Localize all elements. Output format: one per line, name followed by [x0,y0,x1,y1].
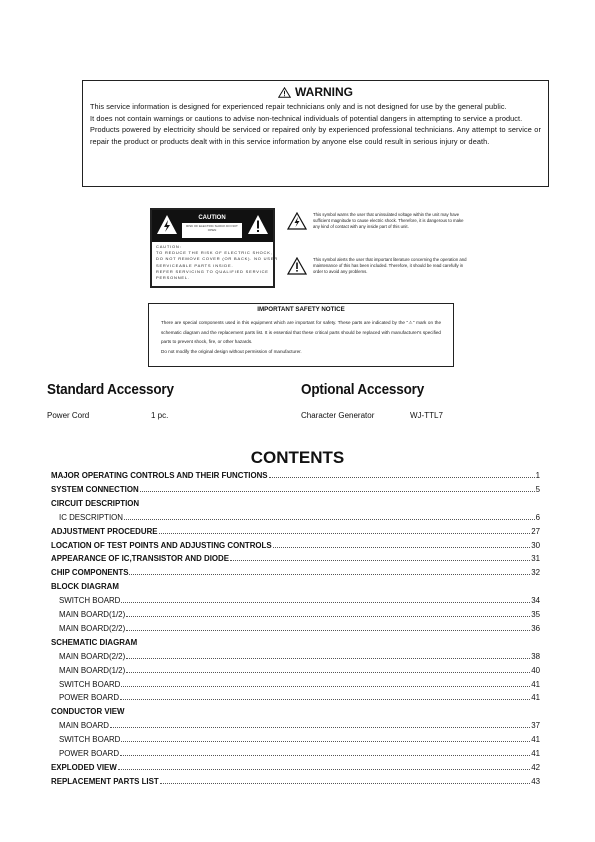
toc-leader-dots [126,629,530,631]
toc-entry-label: MAIN BOARD(2/2) [59,623,126,633]
caution-label-box [182,214,242,238]
warning-triangle-icon [278,87,291,98]
toc-entry-label: POWER BOARD [59,749,120,758]
standard-accessory-heading: Standard Accessory [47,381,174,398]
toc-entry-page: 31 [531,554,540,564]
toc-leader-dots [124,518,535,520]
warning-paragraph: Products powered by electricity should be serviced or repaired only by experienced professional technicians. Any attempt to service or repair the product or products dealt with in this service information by anyone else could result in serious injury or death. [90,125,541,146]
toc-entry-label: CHIP COMPONENTS [51,568,129,578]
toc-entry-page: 38 [531,651,540,661]
exclamation-symbol-text: This symbol alerts the user that important literature concerning the operation and maintenance of this has been included. Therefore, it should be read carefully in order to avoid any problems. [313,257,467,275]
toc-leader-dots [159,532,531,534]
toc-leader-dots [126,657,530,659]
caution-text [156,244,278,281]
toc-entry-label: CONDUCTOR VIEW [51,707,125,717]
caution-subtitle: RISK OF ELECTRIC SHOCK DO NOT OPEN [186,224,238,232]
caution-header [152,210,273,242]
toc-entry-page: 34 [531,596,540,606]
toc-entry-page: 27 [531,526,540,536]
toc-entry-label: MAIN BOARD(1/2) [59,610,126,619]
toc-entry [51,746,540,758]
toc-entry-label: ADJUSTMENT PROCEDURE [51,526,158,536]
toc-entry-page: 41 [531,693,540,703]
warning-paragraph: It does not contain warnings or cautions to advise non-technical individuals of potential dangers in attempting to service a product. [90,113,523,123]
safety-notice-title: IMPORTANT SAFETY NOTICE [252,306,349,313]
warning-title: WARNING [295,85,353,99]
exclamation-triangle-icon [287,257,307,275]
caution-line: PERSONNEL. [156,275,190,281]
toc-entry [51,482,540,494]
toc-entry-page: 40 [531,665,540,675]
caution-label [150,208,278,288]
toc-leader-dots [273,546,531,548]
lightning-symbol-note [287,212,468,231]
toc-entry-page: 30 [531,540,540,550]
standard-accessory-qty: 1 pc. [151,411,169,420]
toc-leader-dots [129,573,530,575]
warning-paragraph: This service information is designed for experienced repair technicians only and is not designed for use by the general public. [90,102,507,111]
safety-notice-text: Do not modify the original design without permission of manufacturer. [161,348,302,354]
toc-entry-page: 1 [535,471,540,480]
toc-entry [51,593,540,605]
toc-entry [51,649,540,661]
toc-entry-label: MAIN BOARD [59,721,109,731]
caution-line: SERVICEABLE PARTS INSIDE. [156,262,234,268]
toc-entry-page: 32 [531,568,540,578]
warning-heading [83,85,548,99]
toc-entry-label: SYSTEM CONNECTION [51,484,139,494]
caution-line: CAUTION: [156,244,182,249]
toc-entry-label: LOCATION OF TEST POINTS AND ADJUSTING CONTROLS [51,540,272,550]
toc-entry-label: EXPLODED VIEW [51,762,117,772]
warning-body [90,101,541,147]
toc-entry [51,635,540,647]
toc-leader-dots [121,685,530,687]
toc-entry [51,732,540,744]
toc-entry-label: BLOCK DIAGRAM [51,582,119,592]
toc-leader-dots [121,601,530,603]
toc-entry-label: APPEARANCE OF IC,TRANSISTOR AND DIODE [51,554,229,564]
toc-entry-page: 37 [531,721,540,731]
toc-leader-dots [126,671,530,673]
toc-entry-label: SCHEMATIC DIAGRAM [51,637,138,647]
toc-entry-label: SWITCH BOARD [59,679,121,689]
toc-entry [51,607,540,619]
toc-leader-dots [230,559,530,561]
toc-entry-page: 41 [531,679,540,689]
toc-entry [51,690,540,702]
exclamation-symbol-note [287,257,468,276]
toc-entry-label: MAJOR OPERATING CONTROLS AND THEIR FUNCTIONS [51,471,268,480]
toc-entry [51,774,540,786]
toc-entry [51,579,540,591]
warning-box [82,80,549,187]
toc-entry-page: 36 [531,623,540,633]
toc-entry [51,551,540,563]
toc-leader-dots [269,476,535,478]
toc-entry [51,510,540,522]
caution-title: CAUTION [182,214,242,223]
toc-entry [51,663,540,675]
toc-entry-label: CIRCUIT DESCRIPTION [51,498,140,508]
caution-panel [150,208,310,288]
toc-entry [51,524,540,536]
toc-entry-page: 41 [531,735,540,745]
toc-leader-dots [160,782,531,784]
toc-entry [51,704,540,716]
safety-notice-heading [149,298,453,316]
toc-entry-page: 35 [531,610,540,619]
lightning-triangle-icon [156,214,178,236]
optional-accessory-model: WJ-TTL7 [410,411,443,420]
toc-entry-label: REPLACEMENT PARTS LIST [51,776,159,786]
toc-leader-dots [110,726,530,728]
toc-leader-dots [120,698,530,700]
toc-entry [51,760,540,772]
caution-line: TO REDUCE THE RISK OF ELECTRIC SHOCK, [156,250,273,256]
caution-line: REFER SERVICING TO QUALIFIED SERVICE [156,268,269,274]
contents-title: CONTENTS [250,448,345,467]
toc-leader-dots [120,754,530,756]
toc-entry-label: MAIN BOARD(2/2) [59,651,126,661]
toc-entry-page: 42 [531,762,540,772]
toc-entry-page: 41 [531,749,540,758]
toc-entry-label: POWER BOARD [59,693,120,703]
safety-notice-text: There are special components used in this equipment which are important for safety. These parts are indicated by the "⚠" mark on the schematic diagram and the replacement parts list. It is essential that these critical parts should be replaced with manufacturer's specified parts to prevent shock, fire, or other hazards. [161,320,441,345]
toc-entry [51,677,540,689]
standard-accessory-item: Power Cord [47,411,90,420]
toc-entry [51,718,540,730]
toc-entry-page: 6 [535,512,540,522]
toc-entry-label: SWITCH BOARD [59,735,121,745]
caution-line: DO NOT REMOVE COVER (OR BACK). NO USER [156,256,278,262]
toc-leader-dots [126,615,530,617]
toc-entry-label: SWITCH BOARD [59,596,121,606]
toc-entry-page: 43 [531,776,540,786]
toc-entry [51,468,540,480]
toc-entry [51,538,540,550]
toc-entry-label: IC DESCRIPTION [59,512,124,522]
toc-entry [51,496,540,508]
safety-notice-box [148,303,454,367]
toc-entry [51,621,540,633]
optional-accessory-item: Character Generator [301,411,375,420]
exclamation-triangle-icon [247,214,269,236]
safety-notice-body [161,318,441,356]
toc-leader-dots [121,740,530,742]
toc-entry-page: 5 [535,484,540,494]
toc-entry [51,565,540,577]
toc-entry-label: MAIN BOARD(1/2) [59,665,126,675]
toc-leader-dots [140,490,535,492]
optional-accessory-heading: Optional Accessory [301,381,425,398]
lightning-triangle-icon [287,212,307,230]
lightning-symbol-text: This symbol warns the user that uninsulated voltage within the unit may have sufficient magnitude to cause electric shock. Therefore, it is dangerous to make any kind of contact with any inside part of this unit. [313,212,464,230]
toc-leader-dots [118,768,530,770]
